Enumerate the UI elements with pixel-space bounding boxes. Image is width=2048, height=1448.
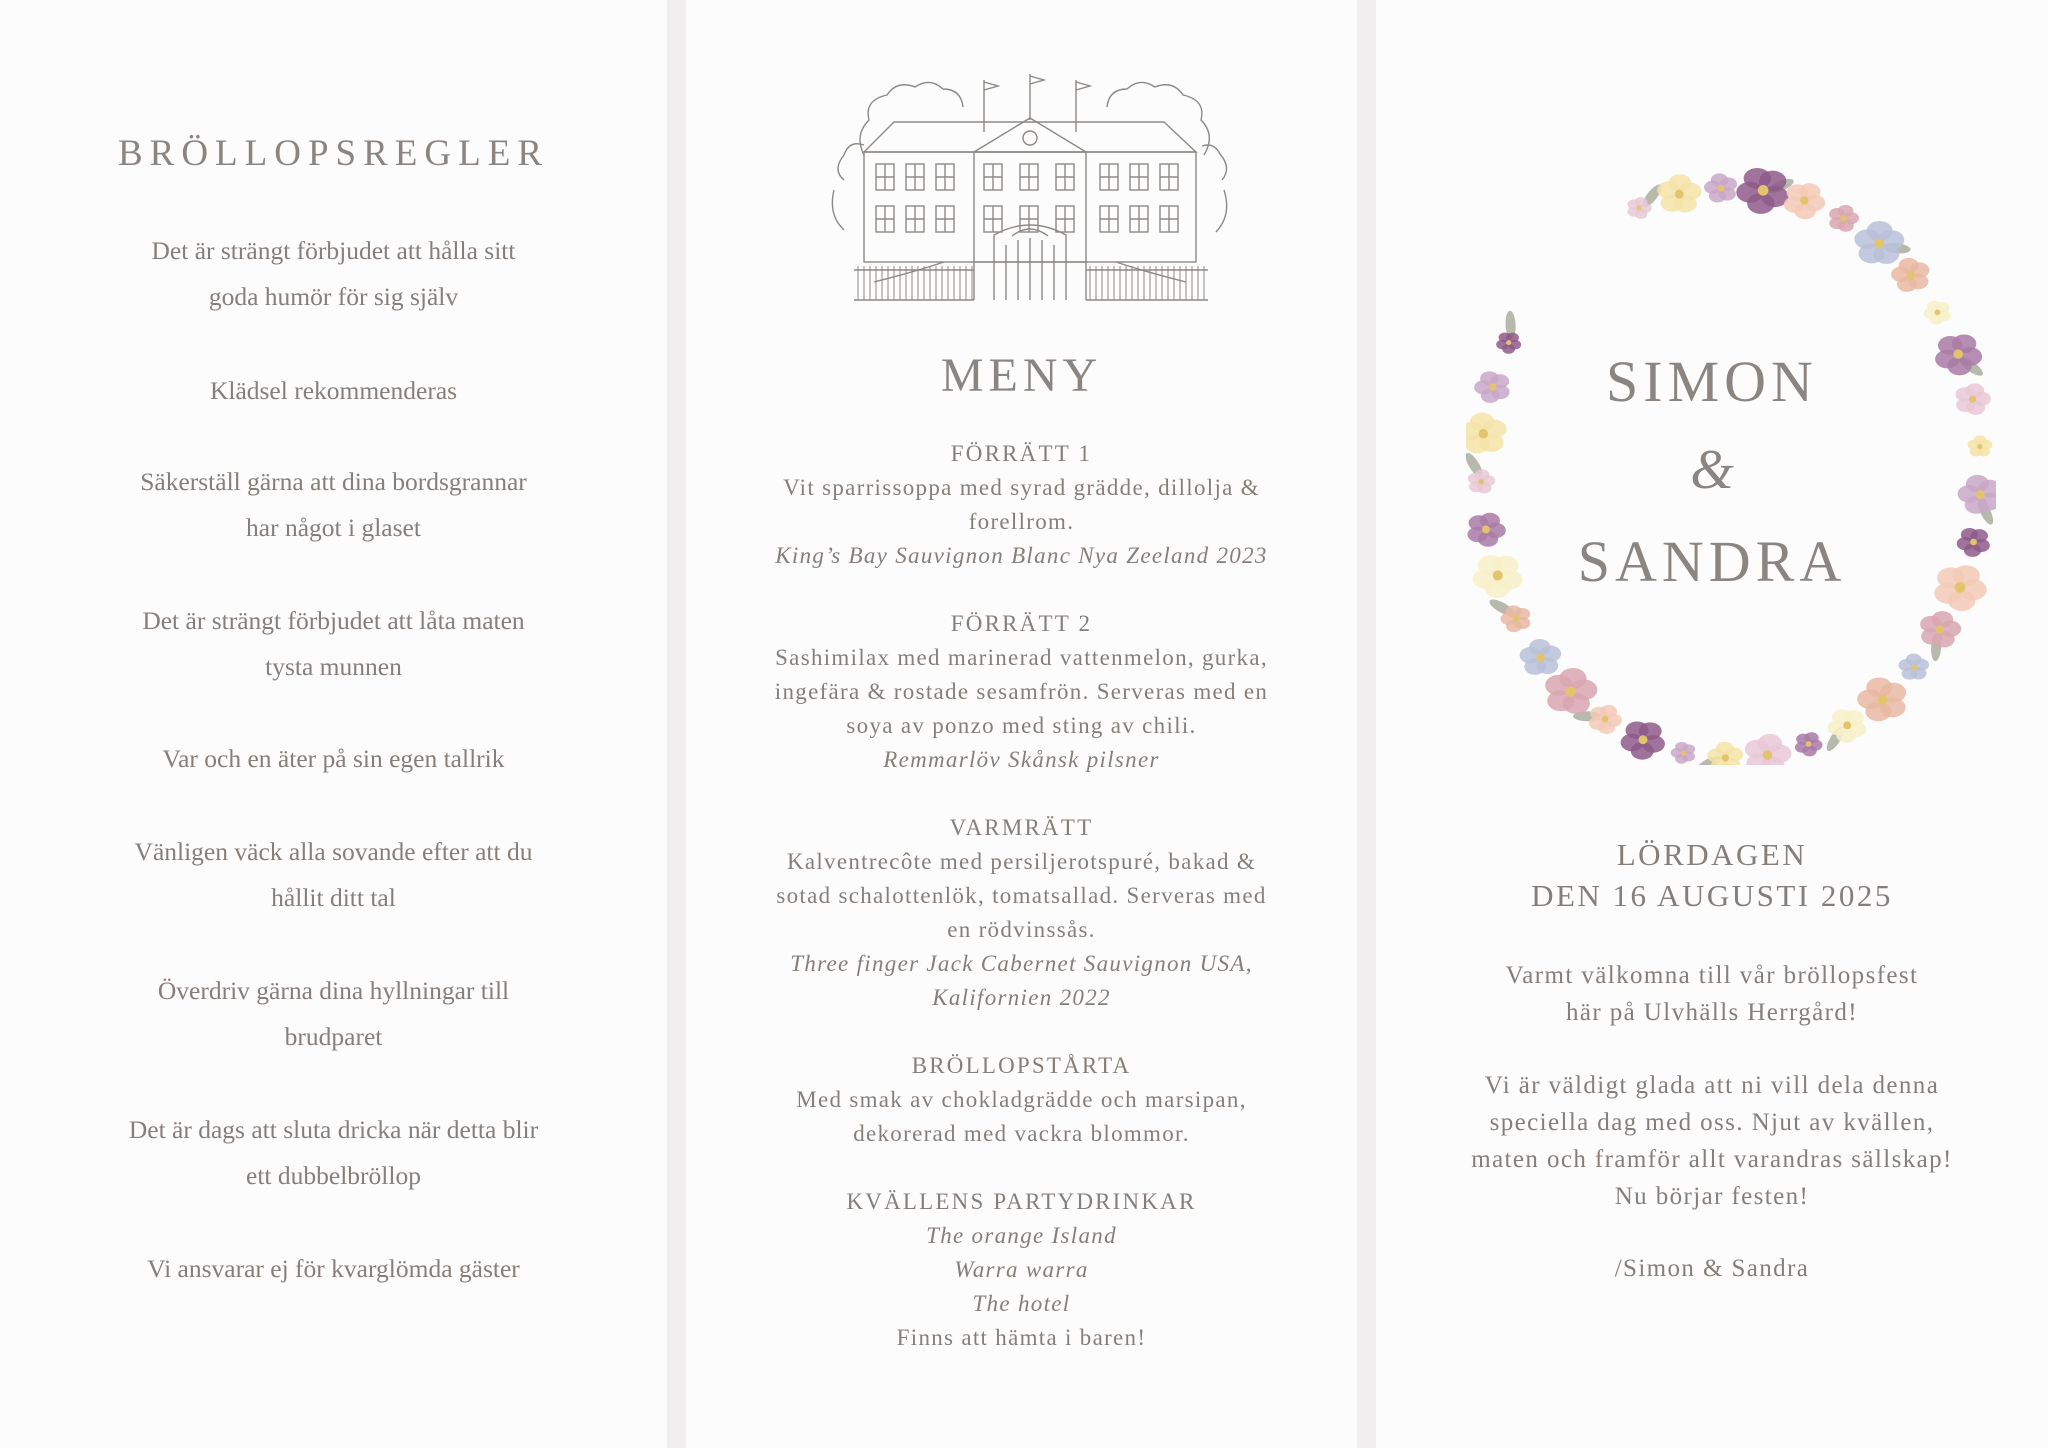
signature: /Simon & Sandra <box>1614 1255 1810 1282</box>
invite-panel <box>1376 0 2048 1448</box>
rule-item: Säkerställ gärna att dina bordsgrannar har något i glaset <box>140 467 527 542</box>
menu-course: BRÖLLOPSTÅRTA Med smak av chokladgrädde och marsipan, dekorerad med vackra blommor. <box>741 1049 1302 1151</box>
course-heading: FÖRRÄTT 1 <box>950 441 1093 466</box>
rules-panel <box>0 0 667 1448</box>
rule-item: Var och en äter på sin egen tallrik <box>162 744 505 773</box>
drinks-footer: Finns att hämta i baren! <box>896 1325 1147 1350</box>
menu-course: FÖRRÄTT 1 Vit sparrissoppa med syrad grädde, dillolja & forellrom. King’s Bay Sauvignon Blanc Nya Zeeland 2023 <box>741 437 1302 573</box>
rule-item: Det är dags att sluta dricka när detta blir ett dubbelbröllop <box>128 1115 539 1190</box>
drink-pairing: King’s Bay Sauvignon Blanc Nya Zeeland 2023 <box>775 543 1268 568</box>
rule-item: Överdriv gärna dina hyllningar till brudparet <box>157 976 510 1051</box>
menu-panel <box>686 0 1357 1448</box>
drink-pairing: Kalifornien 2022 <box>932 985 1111 1010</box>
drink-pairing: Remmarlöv Skånsk pilsner <box>883 747 1160 772</box>
menu-course <box>741 1185 1302 1355</box>
menu-title: MENY <box>940 349 1103 402</box>
course-heading: BRÖLLOPSTÅRTA <box>911 1053 1132 1078</box>
rule-item: Det är strängt förbjudet att låta maten tysta munnen <box>142 606 525 681</box>
course-heading: VARMRÄTT <box>949 815 1094 840</box>
rule-item: Vi ansvarar ej för kvarglömda gäster <box>147 1254 520 1283</box>
name-simon: SIMON <box>1606 349 1818 414</box>
wedding-date: LÖRDAGEN DEN 16 AUGUSTI 2025 <box>1531 837 1893 913</box>
manor-house-illustration <box>824 60 1238 310</box>
course-heading: FÖRRÄTT 2 <box>950 611 1093 636</box>
menu-course: VARMRÄTT Kalventrecôte med persiljerotspuré, bakad & sotad schalottenlök, tomatsallad. Serveras med en rödvinssås. Three finger Jack Cabernet Sauvignon USA, Kalifornien 2022 <box>741 811 1302 1015</box>
menu-course: FÖRRÄTT 2 Sashimilax med marinerad vattenmelon, gurka, ingefära & rostade sesamfrön. Serveras med en soya av ponzo med sting av chili. Remmarlöv Skånsk pilsner <box>741 607 1302 777</box>
drink-pairing: Three finger Jack Cabernet Sauvignon USA, <box>790 951 1253 976</box>
welcome-text: Varmt välkomna till vår bröllopsfest här på Ulvhälls Herrgård! <box>1505 962 1919 1026</box>
message-text: Vi är väldigt glada att ni vill dela denna speciella dag med oss. Njut av kvällen, maten och framför allt varandras sällskap! Nu börjar festen! <box>1471 1072 1953 1210</box>
drink-item: The orange Island <box>926 1223 1117 1248</box>
course-heading: KVÄLLENS PARTYDRINKAR <box>846 1189 1197 1214</box>
ampersand: & <box>1690 439 1734 501</box>
drink-item: The hotel <box>972 1291 1071 1316</box>
name-sandra: SANDRA <box>1577 529 1847 594</box>
rule-item: Det är strängt förbjudet att hålla sitt goda humör för sig själv <box>151 236 516 311</box>
rule-item: Klädsel rekommenderas <box>209 376 458 405</box>
drink-item: Warra warra <box>954 1257 1089 1282</box>
rule-item: Vänligen väck alla sovande efter att du hållit ditt tal <box>134 837 533 912</box>
rules-title: BRÖLLOPSREGLER <box>117 133 550 174</box>
